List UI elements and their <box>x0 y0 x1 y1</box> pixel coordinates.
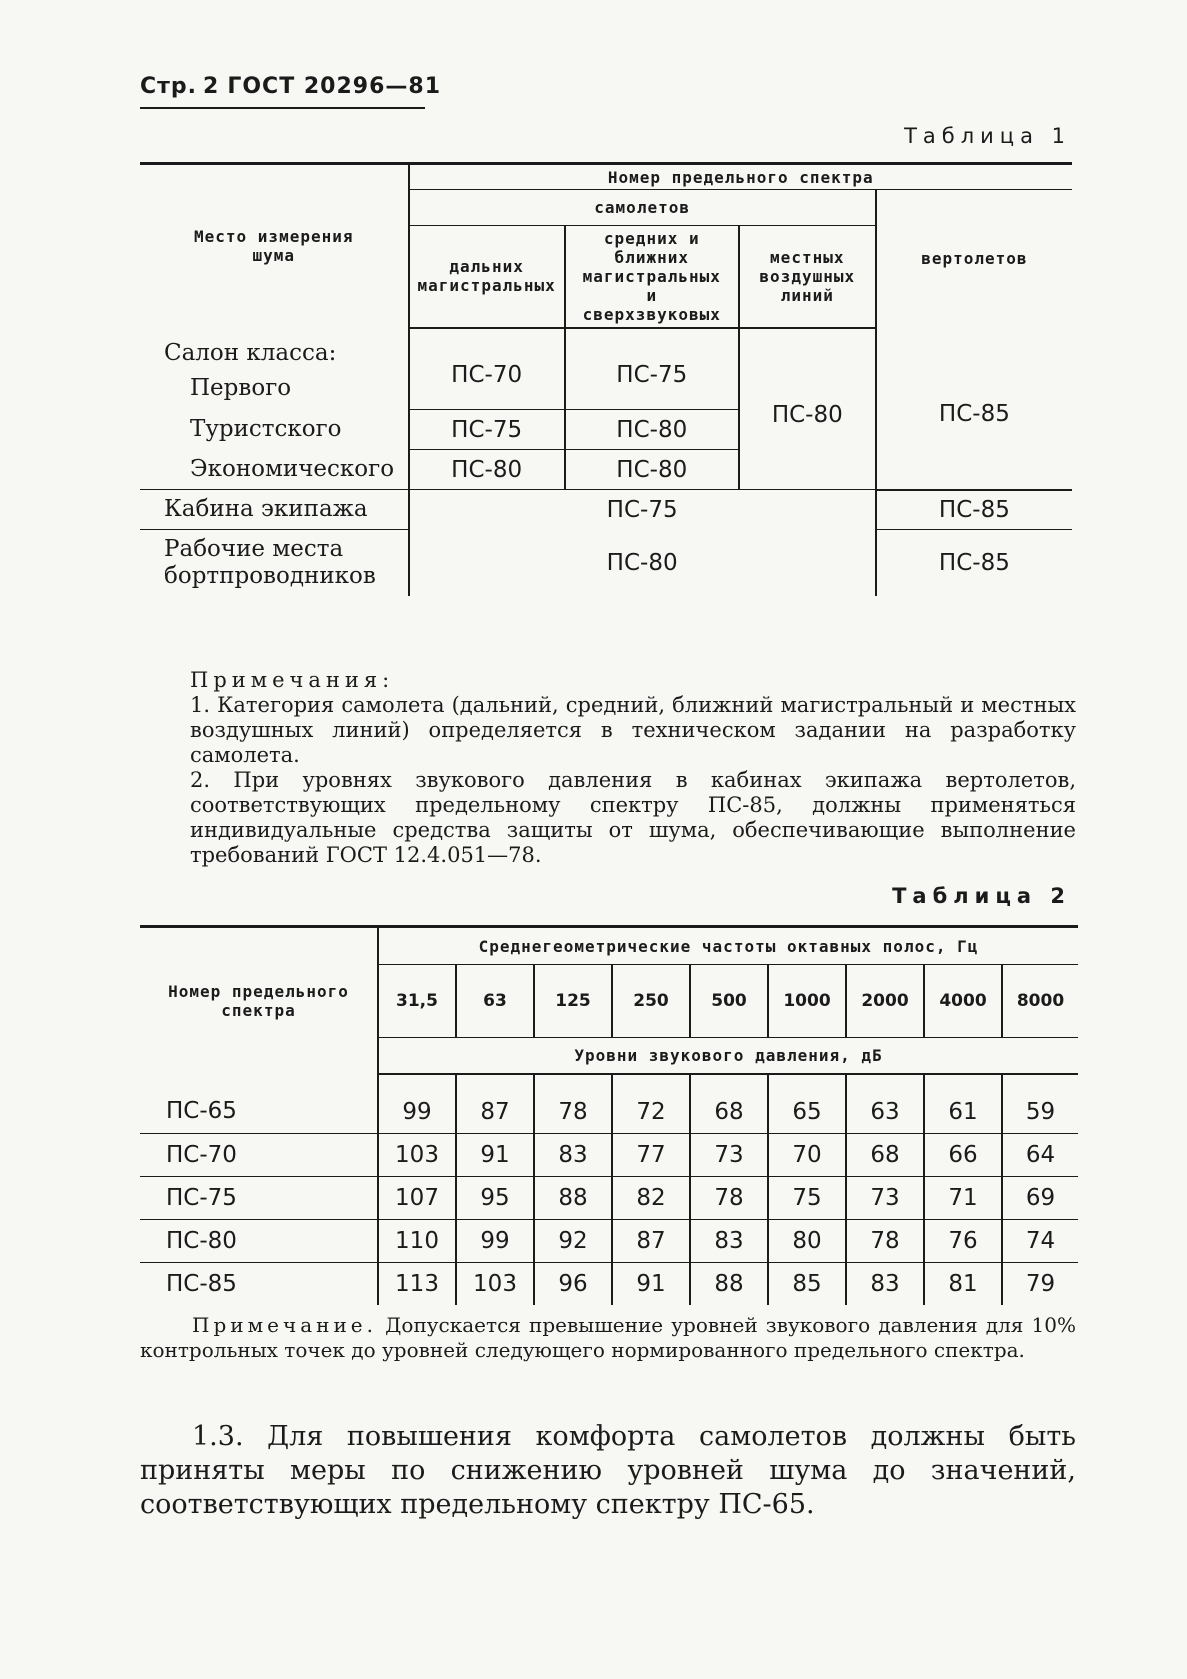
table-row <box>140 1219 1078 1262</box>
level-cell: 68 <box>846 1133 924 1176</box>
level-cell: 74 <box>1002 1219 1078 1262</box>
level-cell: 88 <box>690 1262 768 1305</box>
level-cell: 76 <box>924 1219 1002 1262</box>
page-header <box>140 74 442 109</box>
level-cell: 71 <box>924 1176 1002 1219</box>
level-cell: 80 <box>768 1219 846 1262</box>
freq-header: 8000 <box>1002 965 1078 1038</box>
spectrum-name: ПС-65 <box>140 1074 378 1134</box>
level-cell: 110 <box>378 1219 456 1262</box>
table1-col-local: местных воздушных линий <box>739 226 876 328</box>
paragraph-1-3: 1.3. Для повышения комфорта самолетов должны быть приняты меры по снижению уровней шума до значений, соответствующих предельному спектру ПС-65. <box>140 1421 1076 1520</box>
level-cell: 83 <box>846 1262 924 1305</box>
level-cell: 83 <box>690 1219 768 1262</box>
level-cell: 75 <box>768 1176 846 1219</box>
level-cell: 64 <box>1002 1133 1078 1176</box>
table2-caption: Таблица 2 <box>892 884 1071 908</box>
table2-col-spectrum: Номер предельного спектра <box>140 927 378 1074</box>
level-cell: 65 <box>768 1074 846 1134</box>
standard-number: ГОСТ 20296—81 <box>227 74 442 99</box>
cell-attendants-planes: ПС-80 <box>409 530 876 596</box>
level-cell: 78 <box>534 1074 612 1134</box>
level-cell: 79 <box>1002 1262 1078 1305</box>
freq-header: 4000 <box>924 965 1002 1038</box>
cell-cabin-heli: ПС-85 <box>876 490 1072 530</box>
cell-tourist-long: ПС-75 <box>409 410 565 450</box>
freq-header: 1000 <box>768 965 846 1038</box>
level-cell: 61 <box>924 1074 1002 1134</box>
level-cell: 96 <box>534 1262 612 1305</box>
cell-tourist-mid: ПС-80 <box>565 410 739 450</box>
page-prefix: Стр. <box>140 74 198 99</box>
level-cell: 81 <box>924 1262 1002 1305</box>
freq-header: 250 <box>612 965 690 1038</box>
level-cell: 113 <box>378 1262 456 1305</box>
spectrum-name: ПС-75 <box>140 1176 378 1219</box>
table2 <box>140 925 1078 1305</box>
table1-col-heli: вертолетов <box>876 190 1072 328</box>
freq-header: 63 <box>456 965 534 1038</box>
cell-salon-local: ПС-80 <box>739 328 876 490</box>
row-salon-label: Салон класса: <box>164 340 337 366</box>
table1-notes <box>190 668 1076 868</box>
level-cell: 99 <box>378 1074 456 1134</box>
level-cell: 78 <box>690 1176 768 1219</box>
table1-group-title: Номер предельного спектра <box>409 164 1072 190</box>
freq-header: 125 <box>534 965 612 1038</box>
table1-subgroup: самолетов <box>409 190 876 226</box>
notes-title: Примечания: <box>190 668 395 692</box>
note-text: Допускается превышение уровней звукового давления для 10% контрольных точек до уровней следующего нормированного предельного спектра. <box>140 1313 1077 1362</box>
page-number: 2 <box>203 74 220 99</box>
table-row <box>140 1133 1078 1176</box>
table-row <box>140 1262 1078 1305</box>
table-row <box>140 1074 1078 1134</box>
level-cell: 73 <box>846 1176 924 1219</box>
level-cell: 87 <box>456 1074 534 1134</box>
freq-header: 31,5 <box>378 965 456 1038</box>
cell-first-mid: ПС-75 <box>565 328 739 410</box>
note-item-1: 1. Категория самолета (дальний, средний, ближний магистральный и местных воздушных линий) определяется в техническом задании на разработку самолета. <box>190 693 1076 767</box>
table2-freq-title: Среднегеометрические частоты октавных полос, Гц <box>378 927 1078 965</box>
table1-col-long: дальних магистральных <box>409 226 565 328</box>
row-cabin: Кабина экипажа <box>140 490 409 530</box>
level-cell: 70 <box>768 1133 846 1176</box>
level-cell: 103 <box>456 1262 534 1305</box>
row-economy: Экономического <box>190 455 395 482</box>
row-first: Первого <box>190 375 292 401</box>
table1-col-mid: средних и ближних магистральных и сверхзвуковых <box>565 226 739 328</box>
level-cell: 103 <box>378 1133 456 1176</box>
note-label: Примечание. <box>192 1313 377 1337</box>
table-row <box>140 1176 1078 1219</box>
level-cell: 68 <box>690 1074 768 1134</box>
level-cell: 88 <box>534 1176 612 1219</box>
table1-caption: Таблица 1 <box>904 124 1071 148</box>
cell-cabin-planes: ПС-75 <box>409 490 876 530</box>
cell-salon-heli: ПС-85 <box>876 328 1072 490</box>
spectrum-name: ПС-80 <box>140 1219 378 1262</box>
table2-level-title: Уровни звукового давления, дБ <box>378 1038 1078 1074</box>
cell-economy-long: ПС-80 <box>409 450 565 490</box>
table1-col-place: Место измерения шума <box>140 164 409 328</box>
cell-attendants-heli: ПС-85 <box>876 530 1072 596</box>
spectrum-name: ПС-70 <box>140 1133 378 1176</box>
level-cell: 73 <box>690 1133 768 1176</box>
level-cell: 77 <box>612 1133 690 1176</box>
level-cell: 63 <box>846 1074 924 1134</box>
note-item-2: 2. При уровнях звукового давления в кабинах экипажа вертолетов, соответствующих предельному спектру ПС-85, должны применяться индивидуальные средства защиты от шума, обеспечивающие выполнение требований ГОСТ 12.4.051—78. <box>190 768 1076 867</box>
level-cell: 107 <box>378 1176 456 1219</box>
level-cell: 99 <box>456 1219 534 1262</box>
row-tourist: Туристского <box>190 416 342 442</box>
level-cell: 78 <box>846 1219 924 1262</box>
level-cell: 95 <box>456 1176 534 1219</box>
level-cell: 92 <box>534 1219 612 1262</box>
level-cell: 87 <box>612 1219 690 1262</box>
cell-first-long: ПС-70 <box>409 328 565 410</box>
freq-header: 2000 <box>846 965 924 1038</box>
level-cell: 82 <box>612 1176 690 1219</box>
level-cell: 83 <box>534 1133 612 1176</box>
level-cell: 72 <box>612 1074 690 1134</box>
level-cell: 59 <box>1002 1074 1078 1134</box>
level-cell: 85 <box>768 1262 846 1305</box>
level-cell: 69 <box>1002 1176 1078 1219</box>
level-cell: 91 <box>456 1133 534 1176</box>
spectrum-name: ПС-85 <box>166 1270 237 1297</box>
table1 <box>140 162 1072 596</box>
freq-header: 500 <box>690 965 768 1038</box>
table2-note <box>140 1313 1076 1363</box>
level-cell: 66 <box>924 1133 1002 1176</box>
level-cell: 91 <box>612 1262 690 1305</box>
cell-economy-mid: ПС-80 <box>565 450 739 490</box>
row-attendants: Рабочие места бортпроводников <box>164 535 376 589</box>
